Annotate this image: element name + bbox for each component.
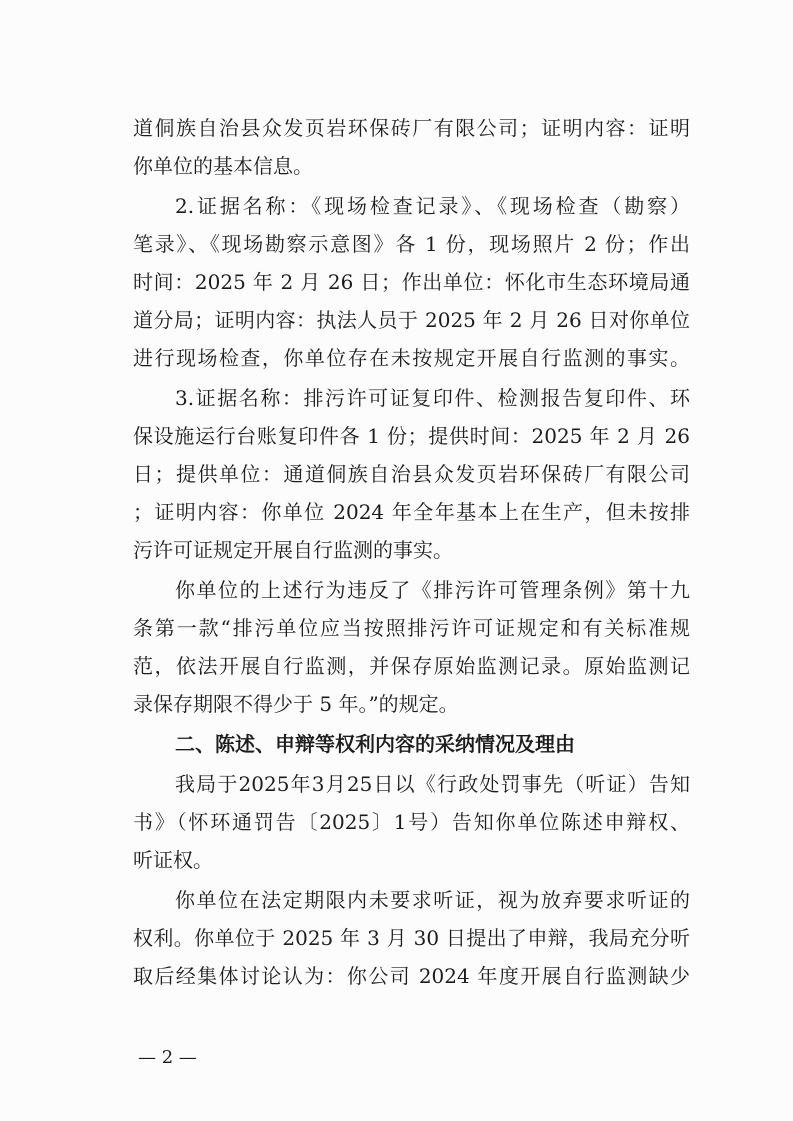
text-line: 日；提供单位：通道侗族自治县众发页岩环保砖厂有限公司: [133, 462, 690, 486]
text-line: 范，依法开展自行监测，并保存原始监测记录。原始监测记: [133, 654, 690, 678]
text-line: 取后经集体讨论认为：你公司 2024 年度开展自行监测缺少: [133, 964, 690, 988]
text-line: 时间：2025 年 2 月 26 日；作出单位：怀化市生态环境局通: [133, 270, 690, 294]
text-line: 你单位在法定期限内未要求听证，视为放弃要求听证的: [175, 888, 690, 912]
text-line: ；证明内容：你单位 2024 年全年基本上在生产，但未按排: [133, 500, 690, 524]
paragraph-notice: [133, 765, 690, 879]
text-line: 你单位的基本信息。: [133, 154, 313, 178]
paragraph-evidence-2: [133, 187, 690, 377]
paragraph-evidence-3: [133, 379, 690, 569]
section-heading-text: 二、陈述、申辩等权利内容的采纳情况及理由: [175, 732, 575, 756]
text-line: 污许可证规定开展自行监测的事实。: [133, 538, 453, 562]
text-line: 你单位的上述行为违反了《排污许可管理条例》第十九: [175, 578, 690, 602]
text-line: 条第一款“排污单位应当按照排污许可证规定和有关标准规: [133, 616, 690, 640]
text-line: 笔录》、《现场勘察示意图》各 1 份，现场照片 2 份；作出: [133, 232, 690, 256]
text-line: 道分局；证明内容：执法人员于 2025 年 2 月 26 日对你单位: [133, 308, 690, 332]
text-line: 权利。你单位于 2025 年 3 月 30 日提出了申辩，我局充分听: [133, 926, 690, 950]
text-line: 书》（怀环通罚告〔2025〕1号）告知你单位陈述申辩权、: [133, 810, 690, 834]
text-line: 录保存期限不得少于 5 年。”的规定。: [133, 692, 459, 716]
paragraph-violation: [133, 571, 690, 723]
text-line: 进行现场检查，你单位存在未按规定开展自行监测的事实。: [133, 346, 690, 370]
paragraph-evidence-1-tail: [133, 109, 690, 185]
page-number: — 2 —: [138, 1047, 197, 1068]
text-line: 保设施运行台账复印件各 1 份；提供时间：2025 年 2 月 26: [133, 424, 690, 448]
text-line: 道侗族自治县众发页岩环保砖厂有限公司；证明内容：证明: [133, 116, 690, 140]
text-line: 听证权。: [133, 848, 213, 872]
paragraph-defense: [133, 881, 690, 995]
section-heading: [133, 725, 690, 763]
text-line: 我局于2025年3月25日以《行政处罚事先（听证）告知: [175, 772, 690, 796]
document-body: [133, 109, 690, 995]
text-line: 3.证据名称：排污许可证复印件、检测报告复印件、环: [175, 386, 690, 410]
text-line: 2.证据名称：《现场检查记录》、《现场检查（勘察）: [175, 194, 690, 218]
